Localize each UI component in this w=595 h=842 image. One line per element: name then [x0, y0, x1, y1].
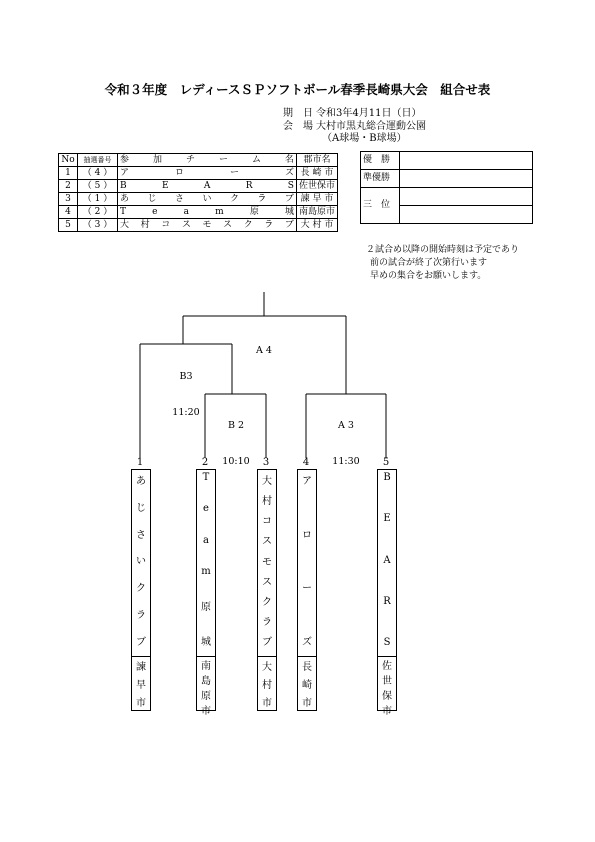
char: 世 [382, 676, 392, 687]
char: 加 [152, 155, 162, 165]
char: 崎 [302, 679, 312, 691]
match-time: 11:30 [332, 456, 360, 467]
char: さ [136, 529, 146, 541]
char: 原 [201, 691, 211, 702]
char: コ [262, 516, 272, 528]
bracket-team-city [132, 656, 150, 710]
char: 村 [262, 679, 272, 691]
row-no: 3 [59, 193, 78, 206]
char: ブ [262, 637, 272, 648]
char: 大 [262, 476, 272, 487]
char: あ [136, 476, 146, 487]
char: ア [302, 476, 312, 487]
char: T [120, 207, 127, 217]
char: 村 [262, 496, 272, 508]
match-court: A 4 [256, 345, 272, 356]
date-value: 令和3年4月11日（日） [316, 108, 422, 119]
row-no: 2 [59, 180, 78, 193]
char: ア [120, 168, 130, 178]
char: ロ [174, 168, 184, 178]
char: T [202, 472, 210, 483]
venue-label: 会 場 [283, 121, 313, 132]
note-line: 前の試合が終了次第行います [370, 258, 488, 268]
char: a [183, 207, 189, 217]
char: ス [262, 536, 272, 548]
char: 島 [201, 676, 211, 687]
char: ー [229, 168, 239, 178]
header-city: 郡市名 [297, 154, 338, 167]
char: ラ [264, 220, 274, 230]
char: 佐 [382, 661, 392, 672]
char: 大 [262, 662, 272, 674]
char: B [120, 181, 127, 191]
char: S [383, 637, 391, 648]
char: E [161, 181, 169, 191]
row-lot: （ 4 ） [78, 167, 118, 180]
match-court: A 3 [338, 420, 354, 431]
header-no: No [59, 154, 78, 167]
match-qf-left [216, 396, 256, 480]
char: E [383, 513, 391, 525]
row-lot: （ 1 ） [78, 193, 118, 206]
row-no: 5 [59, 219, 78, 232]
bracket-seed: 1 [136, 457, 144, 468]
char: ラ [257, 194, 267, 204]
char: ス [262, 576, 272, 588]
char: 原 [249, 207, 259, 217]
char: モ [202, 220, 212, 230]
char: A [383, 554, 391, 566]
char: 原 [201, 601, 211, 613]
match-semi [166, 347, 206, 431]
bracket-seed: 4 [302, 457, 310, 468]
row-city: 南島原市 [297, 206, 338, 219]
bracket-team-box [257, 469, 277, 711]
bracket-team-name [298, 470, 316, 650]
row-no: 1 [59, 167, 78, 180]
char: 城 [201, 636, 211, 648]
runner-up-label: 準優勝 [361, 170, 400, 188]
match-qf-right [326, 396, 366, 480]
char: チ [185, 155, 195, 165]
char: ブ [284, 194, 294, 204]
char: モ [262, 556, 272, 568]
date-label: 期 日 [283, 108, 313, 119]
char: ク [262, 596, 272, 608]
char: 市 [302, 697, 312, 709]
char: 名 [284, 155, 294, 165]
char: S [287, 181, 294, 191]
bracket-seed: 5 [382, 457, 390, 468]
third-label: 三 位 [361, 188, 400, 224]
char: 市 [136, 697, 146, 709]
char: ク [243, 220, 253, 230]
bracket-team-name [197, 470, 215, 650]
char: ブ [284, 220, 294, 230]
char: ク [229, 194, 239, 204]
bracket-team-name [378, 470, 396, 650]
char: B [383, 472, 391, 483]
row-city: 長 崎 市 [297, 167, 338, 180]
char: い [202, 194, 212, 204]
page-title: 令和３年度 レディースＳＰソフトボール春季長崎県大会 組合せ表 [104, 82, 491, 97]
row-lot: （ 2 ） [78, 206, 118, 219]
char: ズ [302, 636, 312, 648]
char: 南 [201, 661, 211, 672]
char: ズ [284, 168, 294, 178]
match-court: B3 [179, 371, 193, 382]
match-time: 11:20 [172, 407, 200, 418]
char: 城 [284, 207, 294, 217]
bracket-team-box [196, 469, 216, 717]
bracket-team-city [258, 656, 276, 710]
char: 市 [201, 706, 211, 717]
char: R [245, 181, 253, 191]
char: じ [136, 502, 146, 514]
char: 市 [262, 697, 272, 709]
bracket-seed: 2 [201, 457, 209, 468]
char: い [136, 556, 146, 568]
bracket-team-box [297, 469, 317, 711]
venue-value: 大村市黒丸総合運動公園 [316, 121, 426, 132]
char: あ [120, 194, 130, 204]
char: コ [161, 220, 171, 230]
bracket-team-name [132, 470, 150, 650]
char: 長 [302, 662, 312, 674]
bracket-team-city [378, 656, 396, 717]
match-final [244, 321, 284, 369]
bracket-team-name [258, 470, 276, 650]
note-line: 早めの集合をお願いします。 [370, 271, 487, 281]
char: m [201, 566, 211, 578]
header-lot: 抽選番号 [78, 154, 118, 167]
winner-label: 優 勝 [361, 152, 400, 170]
bracket-seed: 3 [262, 457, 270, 468]
row-city: 諫 早 市 [297, 193, 338, 206]
venue-sub: （A球場・B球場） [322, 133, 407, 144]
note-line: ２試合め以降の開始時刻は予定であり [366, 245, 520, 255]
char: 参 [120, 155, 130, 165]
char: ラ [262, 616, 272, 628]
char: m [215, 207, 224, 217]
bracket-team-city [298, 656, 316, 710]
match-court: B 2 [227, 420, 245, 431]
char: 諫 [136, 662, 146, 674]
char: 大 [120, 220, 130, 230]
char: e [152, 207, 158, 217]
char: 早 [136, 679, 146, 691]
char: ラ [136, 610, 146, 622]
char: A [203, 181, 211, 191]
char: ブ [136, 636, 146, 648]
row-lot: （ 3 ） [78, 219, 118, 232]
char: 市 [382, 706, 392, 717]
char: a [203, 534, 209, 546]
char: e [203, 503, 209, 515]
char: R [383, 595, 391, 607]
row-city: 大 村 市 [297, 219, 338, 232]
char: ス [181, 220, 191, 230]
char: ー [302, 583, 312, 595]
bracket-team-box [377, 469, 397, 717]
row-lot: （ 5 ） [78, 180, 118, 193]
bracket-team-city [197, 656, 215, 717]
char: 保 [382, 691, 392, 702]
char: ム [251, 155, 261, 165]
match-time: 10:10 [222, 456, 250, 467]
row-no: 4 [59, 206, 78, 219]
char: じ [147, 194, 157, 204]
row-city: 佐世保市 [297, 180, 338, 193]
char: ー [218, 155, 228, 165]
bracket-team-box [131, 469, 151, 711]
char: ク [136, 583, 146, 595]
char: ロ [302, 529, 312, 541]
char: 村 [140, 220, 150, 230]
char: ス [223, 220, 233, 230]
char: さ [174, 194, 184, 204]
